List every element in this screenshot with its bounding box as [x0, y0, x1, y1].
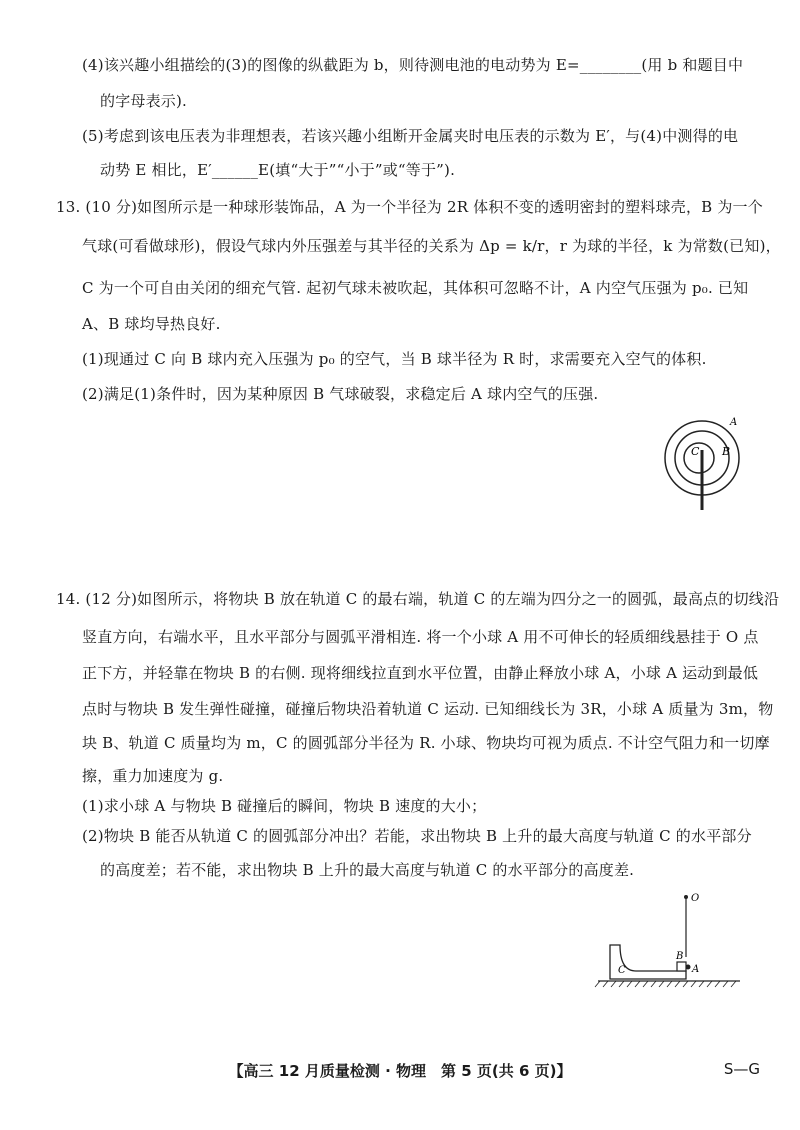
q14-stem-line5: 块 B、轨道 C 质量均为 m，C 的圆弧部分半径为 R. 小球、物块均可视为质点. 不计空气阻力和一切摩: [82, 734, 770, 752]
block-b: [677, 962, 686, 971]
q12-part4-line1: (4)该兴趣小组描绘的(3)的图像的纵截距为 b，则待测电池的电动势为 E=________(用 b 和题目中: [82, 56, 744, 74]
q14-subquestion-1: (1)求小球 A 与物块 B 碰撞后的瞬间，物块 B 速度的大小；: [82, 797, 487, 815]
label-c: C: [618, 965, 626, 976]
q13-stem-line4: A、B 球均导热良好.: [82, 315, 221, 333]
page-footer-title: 【高三 12 月质量检测 · 物理 第 5 页(共 6 页)】: [228, 1062, 572, 1080]
q13-subquestion-2: (2)满足(1)条件时，因为某种原因 B 气球破裂，求稳定后 A 球内空气的压强.: [82, 385, 599, 403]
label-a: A: [730, 417, 738, 428]
q13-stem-line2: 气球(可看做球形)，假设气球内外压强差与其半径的关系为 Δp = k/r，r 为球的半径，k 为常数(已知)，: [82, 237, 781, 255]
q14-stem-line4: 点时与物块 B 发生弹性碰撞，碰撞后物块沿着轨道 C 运动. 已知细线长为 3R，小球 A 质量为 3m，物: [82, 700, 774, 718]
label-b: B: [722, 445, 731, 458]
page-footer-code: S—G: [723, 1060, 760, 1078]
q14-stem-line1: 14. (12 分)如图所示，将物块 B 放在轨道 C 的最右端，轨道 C 的左端为四分之一的圆弧，最高点的切线沿: [56, 590, 780, 608]
q13-sphere-figure: [655, 410, 755, 520]
q14-stem-line2: 竖直方向，右端水平，且水平部分与圆弧平滑相连. 将一个小球 A 用不可伸长的轻质细线悬挂于 O 点: [82, 628, 759, 646]
q14-track-figure: [590, 885, 750, 995]
label-o: O: [691, 893, 700, 904]
q14-subquestion-2-line1: (2)物块 B 能否从轨道 C 的圆弧部分冲出？若能，求出物块 B 上升的最大高度与轨道 C 的水平部分: [82, 827, 752, 845]
label-b: B: [676, 951, 684, 962]
q12-part5-line2: 动势 E 相比，E′______E(填“大于”“小于”或“等于”).: [100, 161, 456, 179]
ball-a: [686, 965, 691, 970]
q14-stem-line3: 正下方，并轻靠在物块 B 的右侧. 现将细线拉直到水平位置，由静止释放小球 A，小球 A 运动到最低: [82, 664, 759, 682]
q13-subquestion-1: (1)现通过 C 向 B 球内充入压强为 p₀ 的空气，当 B 球半径为 R 时，求需要充入空气的体积.: [82, 350, 707, 368]
ground-hatching: [595, 981, 736, 987]
q13-stem-line1: 13. (10 分)如图所示是一种球形装饰品，A 为一个半径为 2R 体积不变的透明密封的塑料球壳，B 为一个: [56, 198, 763, 216]
q14-subquestion-2-line2: 的高度差；若不能，求出物块 B 上升的最大高度与轨道 C 的水平部分的高度差.: [100, 861, 635, 879]
q14-stem-line6: 擦，重力加速度为 g.: [82, 767, 224, 785]
q12-part5-line1: (5)考虑到该电压表为非理想表，若该兴趣小组断开金属夹时电压表的示数为 E′，与(4)中测得的电: [82, 127, 739, 145]
label-a: A: [692, 964, 700, 975]
pivot-o-point: [684, 895, 688, 899]
label-c: C: [691, 445, 700, 458]
q12-part4-line2: 的字母表示).: [100, 92, 188, 110]
q13-stem-line3: C 为一个可自由关闭的细充气管. 起初气球未被吹起，其体积可忽略不计，A 内空气压强为 p₀. 已知: [82, 279, 749, 297]
